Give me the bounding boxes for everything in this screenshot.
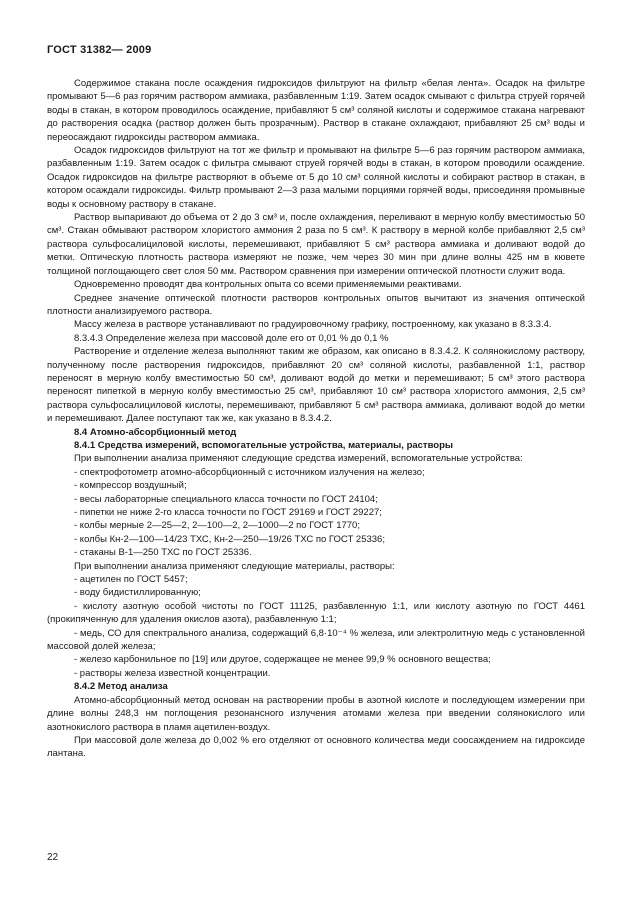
list-item: - стаканы В-1—250 ТХС по ГОСТ 25336. [74,547,252,559]
list-item: - железо карбонильное по [19] или другое, содержащее не менее 99,9 % основного вещества; [74,654,491,666]
list-item: - весы лабораторные специального класса точности по ГОСТ 24104; [74,493,378,505]
subsection-title: 8.3.4.3 Определение железа при массовой доле его от 0,01 % до 0,1 % [74,332,389,344]
paragraph: Содержимое стакана после осаждения гидроксидов фильтруют на фильтр «белая лента». Осадок на фильтре промывают 5—6 раз горячим раствором аммиака, разбавленным 1:19. Затем осадок смывают с фильтра струей горячей воды в стакан, в котором проводилось осаждение, прибавляют 5 см³ соляной кислоты и содержимое стакана нагревают до растворения осадка (раствор должен быть прозрачным). Раствор в стакане охлаждают, прибавляют 25 см³ воды и переосаждают гидроксиды раствором аммиака. [47,78,585,143]
list-item: - колбы Кн-2—100—14/23 ТХС, Кн-2—250—19/26 ТХС по ГОСТ 25336; [74,533,385,545]
paragraph: Растворение и отделение железа выполняют таким же образом, как описано в 8.3.4.2. К солянокислому раствору, полученному после растворения гидроксидов, прибавляют 20 см³ соляной кислоты, разбавленной 1:1, раствор переносят в мерную колбу вместимостью 50 см³, доливают водой до метки и перемешивают; 5 см³ этого раствора переносят пипеткой в мерную колбу вместимостью 25 см³, прибавляют 10 см³ раствора хлористого аммония, 2,5 см³ раствора сульфосалициловой кислоты, перемешивают, прибавляют 5 см³ раствора аммиака, доливают водой до метки и перемешивают. Далее поступают так же, как указано в 8.3.4.2. [47,346,585,425]
section-heading: 8.4.1 Средства измерений, вспомогательные устройства, материалы, растворы [74,439,454,451]
paragraph: При выполнении анализа применяют следующие материалы, растворы: [74,560,395,572]
section-heading: 8.4.2 Метод анализа [74,681,168,693]
paragraph: При массовой доле железа до 0,002 % его отделяют от основного количества меди соосаждением на гидроксиде лантана. [47,734,585,760]
list-item: - медь, СО для спектрального анализа, содержащий 6,8·10⁻⁴ % железа, или электролитную медь с установленной массовой долей железа; [47,627,585,653]
list-item: - кислоту азотную особой чистоты по ГОСТ 11125, разбавленную 1:1, или кислоту азотную по ГОСТ 4461 (прокипяченную для удаления окислов азота), разбавленную 1:1; [47,600,585,626]
list-item: - пипетки не ниже 2-го класса точности по ГОСТ 29169 и ГОСТ 29227; [74,507,382,518]
paragraph: Атомно-абсорбционный метод основан на растворении пробы в азотной кислоте и последующем измерении при длине волны 248,3 нм поглощения резонансного излучения атомами железа при введении солянокислого или азотнокислого раствора в пламя ацетилен-воздух. [47,694,585,733]
list-item: - растворы железа известной концентрации. [74,667,271,679]
list-item: - компрессор воздушный; [74,480,187,492]
section-heading: 8.4 Атомно-абсорбционный метод [74,426,237,438]
list-item: - воду бидистиллированную; [74,587,201,599]
page-body [47,77,585,761]
list-item: - спектрофотометр атомно-абсорбционный с источником излучения на железо; [74,466,425,478]
page-header: ГОСТ 31382— 2009 [47,44,152,56]
paragraph: Раствор выпаривают до объема от 2 до 3 см³ и, после охлаждения, переливают в мерную колбу вместимостью 50 см³. Стакан обмывают раствором хлористого аммония 2 раза по 5 см³. К раствору в мерной колбе прибавляют 2,5 см³ раствора сульфосалициловой кислоты, перемешивают, прибавляют 5 см³ раствора аммиака и доливают водой до метки. Оптическую плотность раствора измеряют не позже, чем через 30 мин при длине волны 425 нм в кювете толщиной поглощающего свет слоя 50 мм. Раствором сравнения при измерении оптической плотности служит вода. [47,212,585,277]
paragraph: Массу железа в растворе устанавливают по градуировочному графику, построенному, как указано в 8.3.3.4. [74,319,552,331]
paragraph: При выполнении анализа применяют следующие средства измерений, вспомогательные устройства: [74,453,523,465]
list-item: - колбы мерные 2—25—2, 2—100—2, 2—1000—2 по ГОСТ 1770; [74,520,360,532]
list-item: - ацетилен по ГОСТ 5457; [74,574,188,586]
paragraph: Среднее значение оптической плотности растворов контрольных опытов вычитают из значения оптической плотности анализируемого раствора. [47,292,585,317]
paragraph: Одновременно проводят два контрольных опыта со всеми применяемыми реактивами. [74,279,462,291]
page-number: 22 [47,852,59,863]
paragraph: Осадок гидроксидов фильтруют на тот же фильтр и промывают на фильтре 5—6 раз горячим раствором аммиака, разбавленным 1:19. Затем осадок с фильтра смывают струей горячей воды в стакан, в котором проводили осаждение. Осадок гидроксидов на фильтре растворяют в объеме от 5 до 10 см³ соляной кислоты и собирают раствор в стакан, в котором осаждали гидроксиды. Фильтр промывают 2—3 раза малыми порциями горячей воды, присоединяя промывные воды к основному раствору в стакане. [47,145,585,210]
